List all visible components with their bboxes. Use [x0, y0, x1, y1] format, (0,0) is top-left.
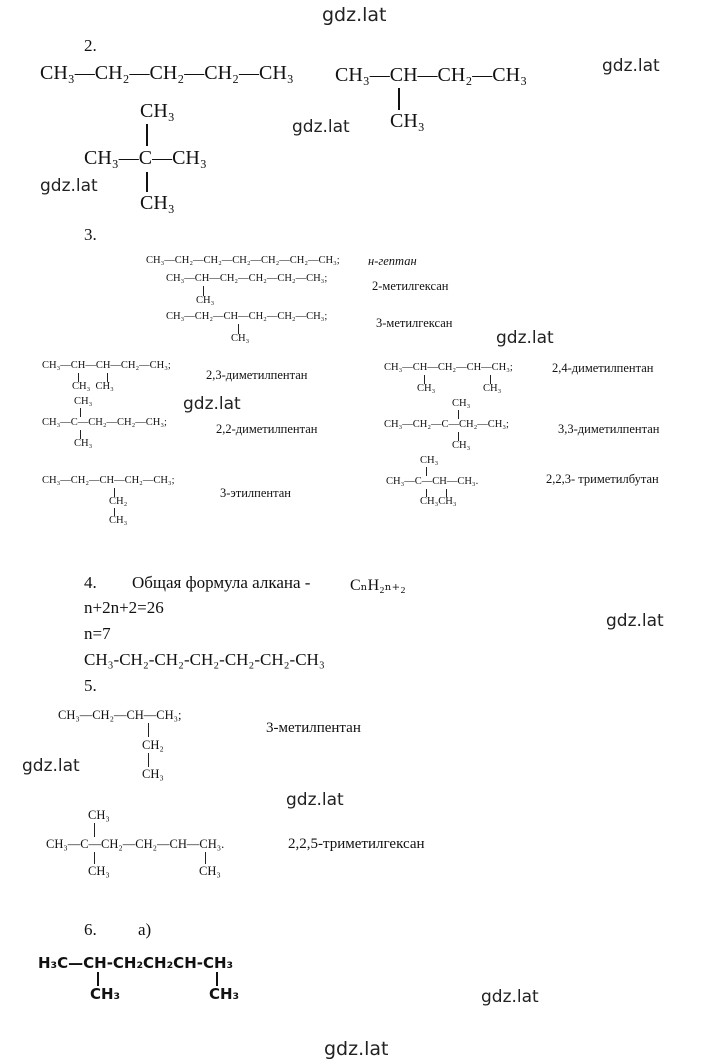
watermark: gdz.lat: [40, 176, 98, 196]
formula-branch: CH₃: [88, 864, 110, 878]
formula-label: Общая формула алкана -: [132, 573, 311, 592]
compound-name: 2,2,3- триметилбутан: [546, 472, 659, 486]
bond-line: [94, 823, 95, 837]
compound-name: 2,2,5-триметилгексан: [288, 836, 425, 852]
formula-heptane: CH₃-CH₂-CH₂-CH₂-CH₂-CH₂-CH₃: [84, 650, 325, 669]
formula-3-3-dimethylpentane: CH₃—CH₂—C—CH₂—CH₃;: [384, 419, 509, 430]
watermark: gdz.lat: [481, 987, 539, 1007]
formula-branch: CH₃: [74, 438, 93, 449]
bond-line: [426, 467, 427, 476]
compound-name: н-гептан: [368, 254, 417, 268]
formula-3-ethylpentane: CH₃—CH₂—CH—CH₂—CH₃;: [42, 475, 175, 486]
formula-branch: CH₃: [140, 192, 175, 214]
formula-branch: CH₃: [452, 440, 471, 451]
equation: n+2n+2=26: [84, 598, 164, 617]
task-number: 2.: [84, 36, 97, 55]
formula-branch: CH₃: [88, 808, 110, 822]
watermark: gdz.lat: [22, 756, 80, 776]
task-number: 3.: [84, 225, 97, 244]
equation: n=7: [84, 624, 111, 643]
watermark: gdz.lat: [606, 611, 664, 631]
compound-name: 3,3-диметилпентан: [558, 422, 660, 436]
formula-branch: CH₃: [196, 295, 215, 306]
task-number: 5.: [84, 676, 97, 695]
bond-line: [398, 88, 400, 110]
formula-branch: CH₃: [109, 515, 128, 526]
formula-3-methylpentane: CH₃—CH₂—CH—CH₃;: [58, 708, 182, 722]
bond-line: [80, 408, 81, 417]
formula-dimethylhexane: H₃C—CH-CH₂CH₂CH-CH₃: [38, 954, 234, 972]
bond-line: [97, 972, 99, 986]
bond-line: [216, 972, 218, 986]
formula-methylbutane: CH₃—CH—CH₂—CH₃: [335, 64, 528, 86]
watermark: gdz.lat: [324, 1038, 389, 1060]
formula-branch: CH₂: [142, 738, 164, 752]
formula-branch: CH₃: [390, 110, 425, 132]
compound-name: 3-этилпентан: [220, 486, 291, 500]
watermark: gdz.lat: [322, 4, 387, 26]
formula-2-4-dimethylpentane: CH₃—CH—CH₂—CH—CH₃;: [384, 362, 513, 373]
compound-name: 2,4-диметилпентан: [552, 361, 654, 375]
formula-branch: CH₃: [452, 398, 471, 409]
watermark: gdz.lat: [183, 394, 241, 414]
compound-name: 3-метилпентан: [266, 720, 361, 736]
bond-line: [148, 753, 149, 767]
formula-branch: CH₃: [417, 383, 436, 394]
formula-branch: CH₃: [140, 100, 175, 122]
bond-line: [94, 852, 95, 864]
formula-heptane: CH₃—CH₂—CH₂—CH₂—CH₂—CH₂—CH₃;: [146, 255, 340, 266]
formula-dimethylpropane: CH₃—C—CH₃: [84, 147, 207, 169]
formula-branch: CH₃: [142, 767, 164, 781]
formula-branch: CH₃: [231, 333, 250, 344]
watermark: gdz.lat: [496, 328, 554, 348]
watermark: gdz.lat: [292, 117, 350, 137]
task-number: 4.: [84, 573, 97, 592]
compound-name: 2-метилгексан: [372, 279, 449, 293]
watermark: gdz.lat: [286, 790, 344, 810]
bond-line: [458, 410, 459, 419]
sub-part-label: а): [138, 920, 152, 939]
formula-2-2-3-trimethylbutane: CH₃—C—CH—CH₃.: [386, 476, 479, 487]
formula-2-2-dimethylpentane: CH₃—C—CH₂—CH₂—CH₃;: [42, 417, 167, 428]
formula-branch: CH₃: [483, 383, 502, 394]
bond-line: [146, 172, 148, 192]
formula-branch: CH₃: [420, 455, 439, 466]
formula-branch: CH₃: [209, 985, 240, 1003]
formula-3-methylhexane: CH₃—CH₂—CH—CH₂—CH₂—CH₃;: [166, 311, 328, 322]
formula-branch: CH₃CH₃: [420, 496, 457, 507]
compound-name: 3-метилгексан: [376, 316, 453, 330]
compound-name: 2,2-диметилпентан: [216, 422, 318, 436]
formula-branch: CH₃ CH₃: [72, 381, 114, 392]
bond-line: [146, 124, 148, 146]
formula-branch: CH₃: [74, 396, 93, 407]
formula-pentane: CH₃—CH₂—CH₂—CH₂—CH₃: [40, 62, 294, 84]
formula-2-methylhexane: CH₃—CH—CH₂—CH₂—CH₂—CH₃;: [166, 273, 328, 284]
formula-branch: CH₃: [199, 864, 221, 878]
bond-line: [148, 723, 149, 737]
formula-2-3-dimethylpentane: CH₃—CH—CH—CH₂—CH₃;: [42, 360, 171, 371]
formula-branch: CH₂: [109, 496, 128, 507]
compound-name: 2,3-диметилпентан: [206, 368, 308, 382]
bond-line: [205, 852, 206, 864]
watermark: gdz.lat: [602, 56, 660, 76]
formula-branch: CH₃: [90, 985, 121, 1003]
general-formula: CₙH₂ₙ₊₂: [350, 577, 406, 594]
task-number: 6.: [84, 920, 97, 939]
formula-2-2-5-trimethylhexane: CH₃—C—CH₂—CH₂—CH—CH₃.: [46, 837, 225, 851]
